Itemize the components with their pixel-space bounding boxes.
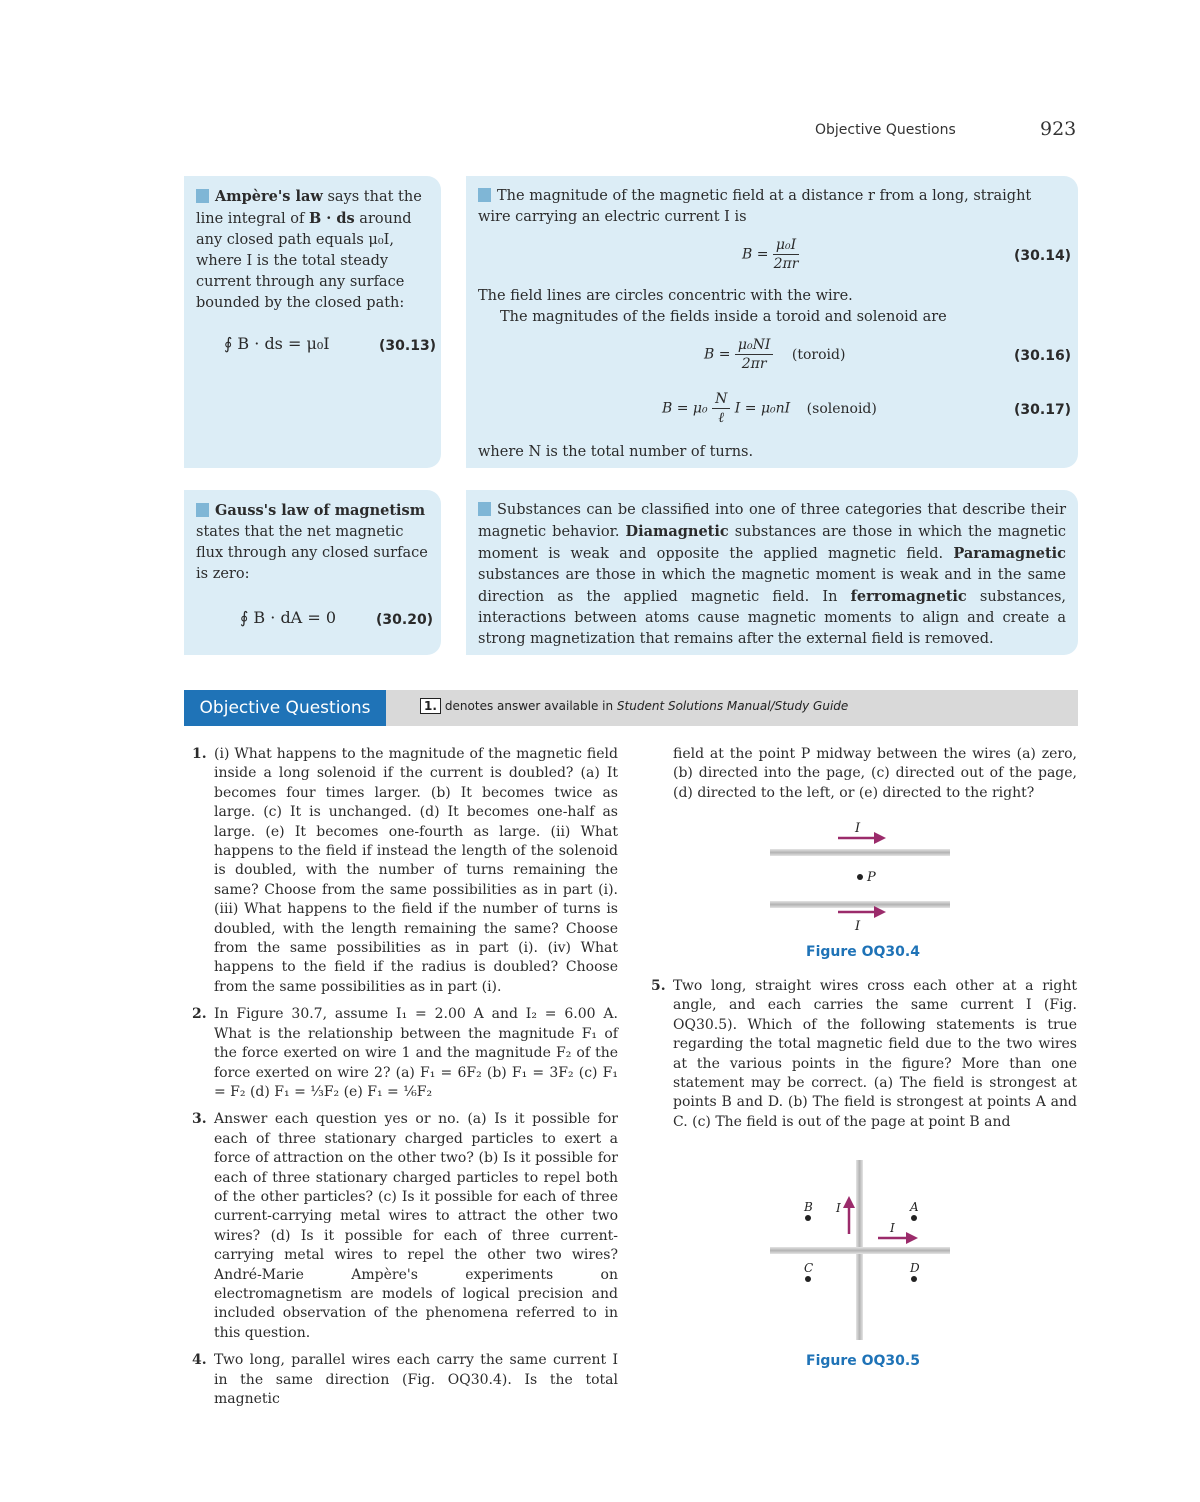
page-number: 923: [1040, 118, 1077, 140]
label-b: B: [804, 1200, 813, 1214]
eq2-numerator: μ₀NI: [735, 336, 774, 355]
substances-text-b: substances are those in which the magnetic moment is weak and opposite the applied magnetic field.: [478, 524, 1066, 562]
eq3-rhs: I = μ₀nI: [734, 400, 791, 417]
oq-note: [420, 698, 848, 714]
ampere-eq-num: (30.13): [379, 338, 437, 354]
substances-text-a: Substances can be classified into one of three categories that describe their magnetic behavior.: [478, 502, 1066, 540]
oq-note-box: 1.: [420, 698, 441, 714]
question-3: [192, 1110, 618, 1343]
question-2: [192, 1005, 618, 1102]
eq2-denominator: 2πr: [741, 356, 767, 372]
eq2-lhs: B =: [704, 346, 731, 363]
ampere-vec: B · ds: [309, 210, 355, 227]
eq-30-17-num: (30.17): [1014, 402, 1072, 418]
oq-note-italic: Student Solutions Manual/Study Guide: [616, 699, 849, 713]
wire-bottom: [770, 901, 950, 908]
ampere-equation: ∮ B · ds = μ₀I: [224, 334, 330, 353]
question-number: 5.: [651, 978, 666, 994]
label-i-bottom: I: [855, 919, 861, 933]
point-a-dot: [911, 1215, 917, 1221]
eq-30-14-num: (30.14): [1014, 248, 1072, 264]
eq-30-17: [662, 390, 877, 427]
question-text: Answer each question yes or no. (a) Is it possible for each of three stationary charged particles to exert a force of attraction on the other two? (b) Is it possible for each of three stationary charged particles to repel both of the other particles? (c) Is it possible for each of three current-carrying metal wires to attract the other two wires? (d) Is it possible for each of three current-carrying metal wires to repel the other two wires? André-Marie Ampère's experiments on electromagnetism are models of logical precision and included observation of the phenomena referred to in this question.: [214, 1111, 618, 1341]
question-number: 4.: [192, 1352, 207, 1369]
summary-marker-icon: [196, 503, 209, 517]
eq-30-16-num: (30.16): [1014, 348, 1072, 364]
oq-note-text: denotes answer available in: [444, 699, 617, 713]
label-d: D: [910, 1261, 920, 1275]
question-text: In Figure 30.7, assume I₁ = 2.00 A and I₂ = 6.00 A. What is the relationship between the magnitude F₁ of the force exerted on wire 1 and the magnitude F₂ of the force exerted on wire 2? (a) F₁ = 6F₂ (b) F₁ = 3F₂ (c) F₁ = F₂ (d) F₁ = ⅓F₂ (e) F₁ = ⅙F₂: [214, 1006, 618, 1100]
question-1: [192, 745, 618, 997]
substances-text-d: substances, interactions between atoms cause magnetic moments to align and create a strong magnetization that remains after the external field is removed.: [478, 589, 1066, 647]
summary-marker-icon: [478, 502, 491, 516]
eq1-denominator: 2πr: [773, 256, 799, 272]
eq3-lhs: B = μ₀: [662, 400, 708, 417]
wire-text-3: The magnitudes of the fields inside a toroid and solenoid are: [500, 309, 947, 325]
gauss-text-content: states that the net magnetic flux through any closed surface is zero:: [196, 524, 428, 582]
eq3-denominator: ℓ: [718, 410, 725, 426]
current-arrow-horizontal: [878, 1232, 918, 1244]
eq1-lhs: B =: [742, 246, 769, 263]
current-arrow-top: [838, 832, 886, 844]
questions-left-column: [192, 745, 618, 1409]
ampere-text-a: says that the line integral of: [196, 189, 422, 227]
ampere-summary-box: [184, 176, 441, 468]
question-number: 1.: [192, 746, 207, 762]
label-i-top: I: [855, 821, 861, 836]
label-a: A: [910, 1200, 919, 1214]
substances-text: [478, 500, 1066, 650]
label-p: P: [867, 870, 876, 885]
question-5: [651, 977, 1077, 1132]
wire-text-1-content: The magnitude of the magnetic field at a distance r from a long, straight wire carrying an electric current I is: [478, 188, 1032, 225]
eq2-fraction: [735, 336, 774, 373]
paramagnetic-term: Paramagnetic: [953, 545, 1066, 562]
point-b-dot: [805, 1215, 811, 1221]
oq-title: Objective Questions: [184, 690, 386, 726]
question-4: [192, 1351, 618, 1409]
eq1-fraction: [773, 236, 799, 273]
wire-horizontal: [770, 1247, 950, 1254]
summary-marker-icon: [196, 189, 209, 203]
ampere-term: Ampère's law: [215, 188, 323, 205]
diamagnetic-term: Diamagnetic: [625, 523, 729, 540]
questions-right-column: [651, 977, 1077, 1132]
gauss-summary-box: [184, 490, 441, 655]
ferromagnetic-term: ferromagnetic: [850, 588, 967, 605]
label-i-vertical: I: [836, 1201, 841, 1215]
eq-30-16: [704, 336, 845, 373]
substances-summary-box: [466, 490, 1078, 655]
figure-oq30-4: [760, 818, 960, 933]
eq3-numerator: N: [712, 390, 730, 409]
eq3-label: (solenoid): [806, 400, 877, 417]
eq-30-14: [742, 236, 799, 273]
label-c: C: [804, 1261, 814, 1275]
point-p-dot: [857, 874, 863, 880]
gauss-equation: ∮ B · dA = 0: [240, 608, 336, 627]
point-d-dot: [911, 1276, 917, 1282]
question-text: Two long, parallel wires each carry the same current I in the same direction (Fig. OQ30.4). Is the total magnetic: [214, 1352, 618, 1407]
question-4-continued: field at the point P midway between the wires (a) zero, (b) directed into the page, (c) directed out of the page, (d) directed to the left, or (e) directed to the right?: [673, 746, 1077, 801]
figure-oq30-5: [760, 1158, 960, 1343]
question-text: (i) What happens to the magnitude of the magnetic field inside a long solenoid if the current is doubled? (a) It becomes four times larger. (b) It becomes twice as large. (c) It is unchanged. (d) It becomes one-half as large. (e) It becomes one-fourth as large. (ii) What happens to the field if instead the length of the solenoid is doubled, with the number of turns remaining the same? Choose from the same possibilities as in part (i). (iii) What happens to the field if the number of turns is doubled, with the length remaining the same? Choose from the same possibilities as in part (i). (iv) What happens to the field if the radius is doubled? Choose from the same possibilities as in part (i).: [214, 746, 618, 995]
gauss-term: Gauss's law of magnetism: [215, 502, 426, 519]
summary-marker-icon: [478, 188, 491, 202]
substances-text-c: substances are those in which the magnetic moment is weak and in the same direction as the applied magnetic field. In: [478, 567, 1066, 605]
wire-text-2: The field lines are circles concentric with the wire.: [478, 288, 853, 304]
running-header-section: Objective Questions: [815, 122, 956, 138]
ampere-text: [196, 186, 432, 314]
question-text: Two long, straight wires cross each other at a right angle, and each carries the same current I (Fig. OQ30.5). Which of the following statements is true regarding the total magnetic field due to the two wires at the various points in the figure? More than one statement may be correct. (a) The field is strongest at points B and D. (b) The field is strongest at points A and C. (c) The field is out of the page at point B and: [673, 978, 1077, 1130]
label-i-horizontal: I: [890, 1221, 895, 1235]
question-number: 2.: [192, 1006, 207, 1023]
point-c-dot: [805, 1276, 811, 1282]
gauss-eq-num: (30.20): [376, 612, 434, 628]
current-arrow-vertical: [843, 1196, 855, 1234]
wire-top: [770, 849, 950, 856]
question-number: 3.: [192, 1111, 207, 1128]
wire-text-1: [478, 186, 1058, 228]
eq2-label: (toroid): [791, 346, 846, 363]
figure-oq30-5-caption: Figure OQ30.5: [806, 1353, 920, 1369]
ampere-text-b: around any closed path equals μ₀I, where I is the total steady current through any surface bounded by the closed path:: [196, 211, 412, 311]
figure-oq30-4-caption: Figure OQ30.4: [806, 944, 920, 960]
gauss-text: [196, 500, 432, 585]
wire-text-4: where N is the total number of turns.: [478, 444, 754, 460]
eq1-numerator: μ₀I: [773, 236, 799, 255]
wire-field-summary-box: [466, 176, 1078, 468]
eq3-fraction: [712, 390, 730, 427]
